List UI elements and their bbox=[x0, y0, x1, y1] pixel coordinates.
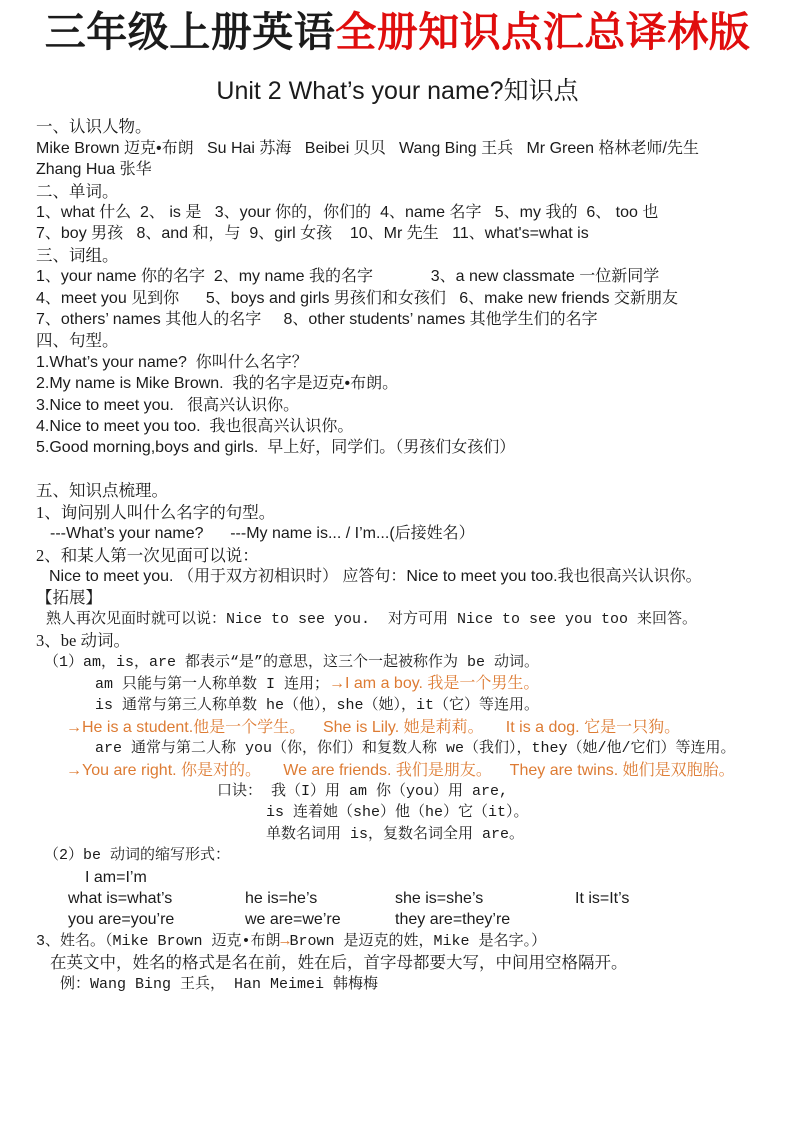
expansion-text bbox=[46, 609, 759, 630]
point-3-name-heading bbox=[36, 931, 759, 952]
word-list-line-2 bbox=[36, 223, 759, 244]
text-segment: 4.Nice to meet you too. 我也很高兴认识你。 bbox=[36, 418, 354, 436]
word-list-line-1 bbox=[36, 202, 759, 223]
text-segment: they are=they’re bbox=[395, 911, 511, 929]
be-verb-rule-2 bbox=[44, 845, 759, 866]
be-verb-am-rule bbox=[95, 673, 759, 695]
people-list-line-2 bbox=[36, 159, 759, 180]
text-segment: 1、your name 你的名字 2、my name 我的名字 3、a new classmate 一位新同学 bbox=[36, 268, 660, 286]
title-red-part: 全册知识点汇总译林版 bbox=[335, 9, 751, 55]
text-segment: 1、what 什么 2、 is 是 3、your 你的，你们的 4、name 名字 5、my 我的 6、 too 也 bbox=[36, 204, 659, 221]
text-segment: →He is a student.他是一个学生。 She is Lily. 她是莉莉。 It is a dog. 它是一只狗。 bbox=[66, 718, 681, 736]
text-segment: 2、和某人第一次见面可以说： bbox=[36, 545, 259, 565]
text-segment: you are=you’re bbox=[68, 911, 175, 929]
text-segment: 3、姓名。（Mike Brown 迈克•布朗 bbox=[36, 932, 281, 950]
text-segment: 一、认识人物。 bbox=[36, 117, 152, 137]
text-segment: 5.Good morning,boys and girls. 早上好，同学们。（男孩们女孩们） bbox=[36, 439, 516, 457]
unit-subtitle: Unit 2 What’s your name?知识点 bbox=[216, 77, 579, 106]
name-format-examples bbox=[60, 974, 759, 995]
text-segment: Zhang Hua 张华 bbox=[36, 161, 152, 179]
text-segment: 【拓展】 bbox=[36, 588, 102, 608]
contraction-row-3 bbox=[68, 909, 759, 930]
text-segment: 1、询问别人叫什么名字的句型。 bbox=[36, 502, 276, 522]
expansion-label bbox=[36, 587, 759, 608]
section-heading-5 bbox=[36, 480, 759, 501]
text-segment: Brown 是迈克的姓，Mike 是名字。） bbox=[289, 932, 547, 950]
text-segment: 熟人再次见面时就可以说：Nice to see you. 对方可用 Nice to see you too 来回答。 bbox=[46, 610, 698, 628]
text-segment: 口诀： 我（I）用 am 你（you）用 are, bbox=[217, 782, 509, 800]
section-heading-4 bbox=[36, 330, 759, 351]
text-segment: she is=she’s bbox=[395, 890, 484, 907]
text-segment: 五、知识点梳理。 bbox=[36, 481, 168, 501]
point-3-heading bbox=[36, 630, 759, 651]
text-segment: 3.Nice to meet you. 很高兴认识你。 bbox=[36, 396, 300, 414]
rhyme-line-3 bbox=[266, 824, 759, 845]
text-segment: we are=we’re bbox=[245, 911, 341, 929]
text-segment: 三、词组。 bbox=[36, 245, 119, 265]
sentence-3 bbox=[36, 395, 759, 416]
contraction-row-2 bbox=[68, 888, 759, 909]
point-1-example bbox=[50, 523, 759, 544]
text-segment: →I am a boy. 我是一个男生。 bbox=[329, 674, 540, 692]
sentence-1 bbox=[36, 352, 759, 373]
title-black-part: 三年级上册英语 bbox=[44, 9, 336, 55]
section-heading-1 bbox=[36, 116, 759, 137]
text-segment: 4、meet you 见到你 5、boys and girls 男孩们和女孩们 6、make new friends 交新朋友 bbox=[36, 289, 678, 307]
text-segment: 7、boy 男孩 8、and 和，与 9、girl 女孩 10、Mr 先生 11、what's=what is bbox=[36, 225, 589, 243]
be-verb-is-rule bbox=[95, 695, 759, 716]
text-segment: I am=I’m bbox=[85, 868, 147, 886]
sentence-5 bbox=[36, 437, 759, 458]
text-segment: It is=It’s bbox=[575, 890, 630, 907]
be-verb-are-examples bbox=[66, 760, 759, 781]
text-segment: am 只能与第一人称单数 I 连用； bbox=[95, 675, 330, 693]
text-segment: 单数名词用 is，复数名词全用 are。 bbox=[266, 825, 525, 843]
text-segment: →You are right. 你是对的。 We are friends. 我们是朋友。 They are twins. 她们是双胞胎。 bbox=[66, 761, 735, 779]
text-segment: → bbox=[280, 932, 290, 950]
text-segment: what is=what’s bbox=[68, 890, 173, 907]
spacer-line bbox=[36, 459, 759, 480]
text-segment: 3、be 动词。 bbox=[36, 631, 130, 651]
text-segment: （1）am，is，are 都表示“是”的意思，这三个一起被称作为 be 动词。 bbox=[44, 653, 540, 671]
text-segment: 2.My name is Mike Brown. 我的名字是迈克•布朗。 bbox=[36, 375, 399, 393]
text-segment: are 通常与第二人称 you（你，你们）和复数人称 we（我们），they（她/他/它们）等连用。 bbox=[95, 740, 736, 758]
be-verb-is-examples bbox=[66, 717, 759, 738]
text-segment: 7、others’ names 其他人的名字 8、other students’ names 其他学生们的名字 bbox=[36, 311, 598, 329]
be-verb-rule-1 bbox=[44, 652, 759, 673]
text-segment: 在英文中，姓名的格式是名在前，姓在后，首字母都要大写，中间用空格隔开。 bbox=[50, 953, 628, 973]
contraction-row-1 bbox=[85, 867, 759, 888]
document-body bbox=[36, 116, 759, 995]
rhyme-line-2 bbox=[266, 802, 759, 823]
text-segment: he is=he’s bbox=[245, 890, 318, 907]
point-1-heading bbox=[36, 502, 759, 523]
phrase-list-line-1 bbox=[36, 266, 759, 287]
text-segment: 1.What’s your name? 你叫什么名字？ bbox=[36, 353, 308, 371]
text-segment: 二、单词。 bbox=[36, 181, 119, 201]
sentence-2 bbox=[36, 373, 759, 394]
phrase-list-line-3 bbox=[36, 309, 759, 330]
text-segment: is 连着她（she）他（he）它（it）。 bbox=[266, 804, 529, 822]
text-segment: ---What’s your name? ---My name is... / I’m...(后接姓名） bbox=[50, 525, 475, 543]
section-heading-3 bbox=[36, 245, 759, 266]
name-format-rule bbox=[50, 952, 759, 973]
text-segment: （2）be 动词的缩写形式： bbox=[44, 847, 231, 865]
phrase-list-line-2 bbox=[36, 288, 759, 309]
text-segment: 例：Wang Bing 王兵， Han Meimei 韩梅梅 bbox=[60, 975, 379, 993]
document-title bbox=[36, 8, 759, 56]
point-2-example bbox=[49, 566, 759, 587]
section-heading-2 bbox=[36, 181, 759, 202]
point-2-heading bbox=[36, 545, 759, 566]
text-segment: Mike Brown 迈克•布朗 Su Hai 苏海 Beibei 贝贝 Wang Bing 王兵 Mr Green 格林老师/先生 bbox=[36, 139, 699, 157]
sentence-4 bbox=[36, 416, 759, 437]
rhyme-line-1 bbox=[217, 781, 759, 802]
text-segment: 四、句型。 bbox=[36, 331, 119, 351]
text-segment: is 通常与第三人称单数 he（他），she（她），it（它）等连用。 bbox=[95, 697, 540, 715]
people-list-line-1 bbox=[36, 138, 759, 159]
text-segment: Nice to meet you. （用于双方初相识时） 应答句：Nice to meet you too.我也很高兴认识你。 bbox=[49, 567, 702, 585]
be-verb-are-rule bbox=[95, 738, 759, 759]
